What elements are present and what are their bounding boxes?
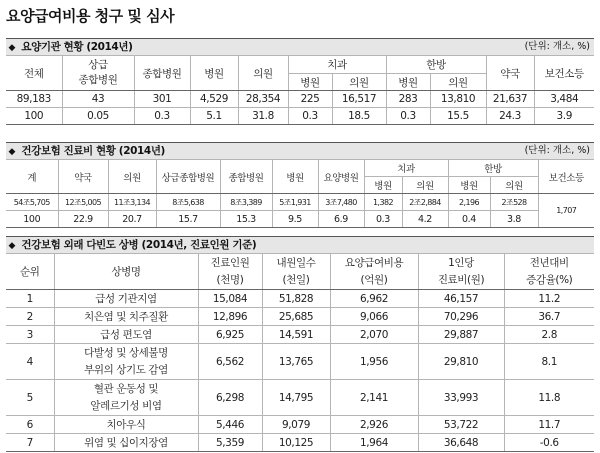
table-cell: 10,125 (262, 434, 330, 452)
table-cell: 0.05 (62, 108, 134, 125)
table-cell: 1,382 (364, 194, 402, 211)
col-header-dental-clinic: 의원 (402, 177, 448, 194)
table-cell: 53,722 (418, 416, 504, 434)
section2-heading-bar (6, 142, 594, 159)
table-cell: 11.2 (504, 290, 594, 308)
table-cell: 43 (62, 91, 134, 108)
table-cell: 2,196 (448, 194, 490, 211)
table-cell: 1,707 (538, 194, 594, 228)
table-cell: 15,084 (198, 290, 262, 308)
col-header-clinic: 의원 (238, 56, 288, 91)
table-cell: 11.8 (504, 380, 594, 416)
medical-costs-table (6, 159, 594, 228)
table-cell: 11조3,134 (108, 194, 156, 211)
col-header-oriental-clinic: 의원 (430, 74, 486, 91)
col-header-days: 내원일수 (천일) (262, 254, 330, 290)
table-cell: 8조3,389 (220, 194, 272, 211)
section2-unit: (단위: 개소, %) (524, 145, 590, 156)
col-header-disease: 상병명 (54, 254, 198, 290)
table-cell: 0.3 (134, 108, 190, 125)
col-header-change: 전년대비 증감율(%) (504, 254, 594, 290)
table-cell: 12조5,005 (58, 194, 108, 211)
table-cell: 301 (134, 91, 190, 108)
table-cell: 6,562 (198, 344, 262, 380)
table-cell: 0.3 (364, 211, 402, 228)
table-cell: 225 (288, 91, 332, 108)
table-cell: 4.2 (402, 211, 448, 228)
table-cell: 3.8 (490, 211, 538, 228)
col-header-per-person: 1인당 진료비(원) (418, 254, 504, 290)
table-row (6, 91, 594, 108)
col-header-oriental-hospital: 병원 (386, 74, 430, 91)
table-cell: 11.7 (504, 416, 594, 434)
table-cell: 100 (6, 108, 62, 125)
col-header-total: 계 (6, 160, 58, 194)
col-header-oriental-hospital: 병원 (448, 177, 490, 194)
section1-heading: 요양기관 현황 (2014년) (21, 41, 133, 53)
table-cell: 3조7,480 (318, 194, 364, 211)
table-cell: 0.3 (386, 108, 430, 125)
table-cell: 13,810 (430, 91, 486, 108)
table-row (6, 211, 594, 228)
table-cell: -0.6 (504, 434, 594, 452)
table-cell: 14,591 (262, 326, 330, 344)
table-cell: 2,926 (330, 416, 418, 434)
table-cell: 2 (6, 308, 54, 326)
table-cell: 18.5 (332, 108, 386, 125)
diamond-bullet-icon: ◆ (8, 43, 16, 53)
table-cell: 5,359 (198, 434, 262, 452)
table-cell: 8조5,638 (156, 194, 220, 211)
col-header-patients: 진료인원 (천명) (198, 254, 262, 290)
col-header-general: 종합병원 (134, 56, 190, 91)
table-row (6, 194, 594, 211)
col-header-hospital: 병원 (272, 160, 318, 194)
table-cell: 25,685 (262, 308, 330, 326)
table-cell: 3,484 (534, 91, 594, 108)
page-title: 요양급여비용 청구 및 심사 (6, 7, 175, 25)
table-cell: 24.3 (486, 108, 534, 125)
table-cell: 4 (6, 344, 54, 380)
col-header-dental: 치과 (364, 160, 448, 177)
table-cell: 1,956 (330, 344, 418, 380)
table-cell: 89,183 (6, 91, 62, 108)
table-cell: 15.7 (156, 211, 220, 228)
table-cell: 15.5 (430, 108, 486, 125)
table-cell: 6 (6, 416, 54, 434)
table-cell: 12,896 (198, 308, 262, 326)
table-row (6, 308, 594, 326)
table-cell: 다발성 및 상세불명 부위의 상기도 감염 (54, 344, 198, 380)
table-cell: 3 (6, 326, 54, 344)
table-cell: 6,298 (198, 380, 262, 416)
table-cell: 46,157 (418, 290, 504, 308)
table-cell: 5,446 (198, 416, 262, 434)
table-cell: 36.7 (504, 308, 594, 326)
table-cell: 0.4 (448, 211, 490, 228)
table-cell: 치은염 및 치주질환 (54, 308, 198, 326)
table-cell: 9,066 (330, 308, 418, 326)
table-cell: 13,765 (262, 344, 330, 380)
section2-heading: 건강보험 진료비 현황 (2014년) (21, 145, 165, 157)
table-row (6, 108, 594, 125)
col-header-clinic: 의원 (108, 160, 156, 194)
diamond-bullet-icon: ◆ (8, 241, 16, 251)
col-header-oriental-clinic: 의원 (490, 177, 538, 194)
table-cell: 6.9 (318, 211, 364, 228)
col-header-dental-hospital: 병원 (288, 74, 332, 91)
diamond-bullet-icon: ◆ (8, 147, 16, 157)
col-header-pharmacy: 약국 (486, 56, 534, 91)
col-header-cost: 요양급여비용 (억원) (330, 254, 418, 290)
table-cell: 5조1,931 (272, 194, 318, 211)
table-cell: 28,354 (238, 91, 288, 108)
diseases-table (6, 253, 594, 452)
table-cell: 2.8 (504, 326, 594, 344)
table-cell: 14,795 (262, 380, 330, 416)
table-cell: 7 (6, 434, 54, 452)
table-cell: 위염 및 십이지장염 (54, 434, 198, 452)
institutions-table (6, 55, 594, 125)
table-cell: 4,529 (190, 91, 238, 108)
table-cell: 5 (6, 380, 54, 416)
table-cell: 51,828 (262, 290, 330, 308)
col-header-tertiary: 상급종합병원 (156, 160, 220, 194)
table-cell: 31.8 (238, 108, 288, 125)
table-row (6, 326, 594, 344)
table-row (6, 344, 594, 380)
table-cell: 20.7 (108, 211, 156, 228)
col-header-oriental: 한방 (386, 56, 486, 74)
table-cell: 33,993 (418, 380, 504, 416)
table-cell: 283 (386, 91, 430, 108)
col-header-pharmacy: 약국 (58, 160, 108, 194)
table-cell: 2조528 (490, 194, 538, 211)
col-header-dental: 치과 (288, 56, 386, 74)
section1-heading-bar (6, 38, 594, 55)
col-header-dental-clinic: 의원 (332, 74, 386, 91)
table-cell: 15.3 (220, 211, 272, 228)
table-cell: 2,070 (330, 326, 418, 344)
table-cell: 2,141 (330, 380, 418, 416)
table-cell: 16,517 (332, 91, 386, 108)
table-row (6, 290, 594, 308)
col-header-general: 종합병원 (220, 160, 272, 194)
table-cell: 치아우식 (54, 416, 198, 434)
col-header-total: 전체 (6, 56, 62, 91)
col-header-tertiary: 상급 종합병원 (62, 56, 134, 91)
table-cell: 9,079 (262, 416, 330, 434)
table-row (6, 434, 594, 452)
col-header-public-health: 보건소등 (538, 160, 594, 194)
table-cell: 29,887 (418, 326, 504, 344)
table-cell: 1,964 (330, 434, 418, 452)
section3-heading: 건강보험 외래 다빈도 상병 (2014년, 진료인원 기준) (21, 239, 257, 251)
table-cell: 21,637 (486, 91, 534, 108)
table-cell: 9.5 (272, 211, 318, 228)
table-row (6, 380, 594, 416)
table-cell: 1 (6, 290, 54, 308)
table-cell: 36,648 (418, 434, 504, 452)
table-cell: 혈관 운동성 및 알레르기성 비염 (54, 380, 198, 416)
col-header-nursing: 요양병원 (318, 160, 364, 194)
section1-unit: (단위: 개소, %) (524, 41, 590, 52)
table-cell: 3.9 (534, 108, 594, 125)
table-cell: 8.1 (504, 344, 594, 380)
table-cell: 29,810 (418, 344, 504, 380)
table-row (6, 416, 594, 434)
table-cell: 0.3 (288, 108, 332, 125)
table-cell: 급성 편도염 (54, 326, 198, 344)
col-header-hospital: 병원 (190, 56, 238, 91)
table-cell: 2조2,884 (402, 194, 448, 211)
table-cell: 6,962 (330, 290, 418, 308)
table-cell: 70,296 (418, 308, 504, 326)
col-header-public-health: 보건소등 (534, 56, 594, 91)
col-header-dental-hospital: 병원 (364, 177, 402, 194)
col-header-oriental: 한방 (448, 160, 538, 177)
table-cell: 6,925 (198, 326, 262, 344)
table-cell: 22.9 (58, 211, 108, 228)
col-header-rank: 순위 (6, 254, 54, 290)
table-cell: 100 (6, 211, 58, 228)
table-cell: 54조5,705 (6, 194, 58, 211)
table-cell: 급성 기관지염 (54, 290, 198, 308)
table-cell: 5.1 (190, 108, 238, 125)
section3-heading-bar (6, 236, 594, 253)
